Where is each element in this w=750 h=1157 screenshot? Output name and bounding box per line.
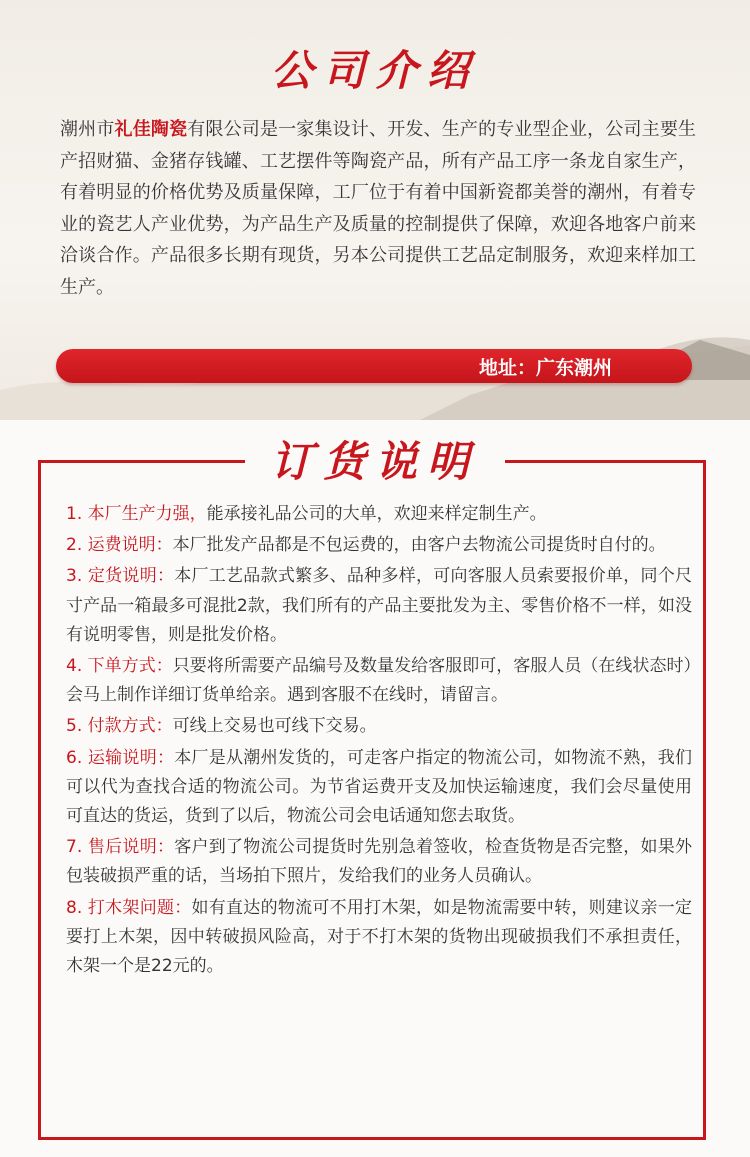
company-intro-section xyxy=(0,0,750,420)
item-label: 8. 打木架问题： xyxy=(66,897,192,918)
address-text: 地址：广东潮州 xyxy=(478,357,612,379)
address-banner xyxy=(56,349,692,383)
order-info-list xyxy=(66,500,692,983)
item-text: 客户到了物流公司提货时先别急着签收，检查货物是否完整，如果外包装破损严重的话，当场拍下照片，发给我们的业务人员确认。 xyxy=(66,837,693,887)
list-item xyxy=(66,652,692,710)
list-item xyxy=(66,833,692,891)
item-label: 4. 下单方式： xyxy=(66,656,173,677)
item-text: 本厂工艺品款式繁多、品种多样，可向客服人员索要报价单，同个尺寸产品一箱最多可混批2款，我们所有的产品主要批发为主、零售价格不一样，如没有说明零售，则是批发价格。 xyxy=(66,566,693,645)
intro-body: 有限公司是一家集设计、开发、生产的专业型企业，公司主要生产招财猫、金猪存钱罐、工艺摆件等陶瓷产品，所有产品工序一条龙自家生产，有着明显的价格优势及质量保障，工厂位于有着中国新瓷都美誉的潮州，有着专业的瓷艺人产业优势，为产品生产及质量的控制提供了保障，欢迎各地客户前来洽谈合作。产品很多长期有现货，另本公司提供工艺品定制服务，欢迎来样加工生产。 xyxy=(60,119,697,298)
item-label: 3. 定货说明： xyxy=(66,566,175,587)
item-text: 本厂批发产品都是不包运费的，由客户去物流公司提货时自付的。 xyxy=(172,535,666,556)
item-label: 6. 运输说明： xyxy=(66,747,175,768)
order-title-wrap xyxy=(0,432,750,492)
list-item xyxy=(66,894,692,982)
item-text: 可线上交易也可线下交易。 xyxy=(172,716,377,737)
item-text: 本厂是从潮州发货的，可走客户指定的物流公司，如物流不熟，我们可以代为查找合适的物流公司。为节省运费开支及加快运输速度，我们会尽量使用可直达的货运，货到了以后，物流公司会电话通知您去取货。 xyxy=(66,747,693,827)
list-item xyxy=(66,500,692,529)
item-label: 7. 售后说明： xyxy=(66,837,175,858)
list-item xyxy=(66,562,692,650)
intro-prefix: 潮州市 xyxy=(60,119,115,140)
list-item xyxy=(66,744,692,832)
item-label: 2. 运费说明： xyxy=(66,535,173,556)
order-info-title: 订货说明 xyxy=(245,432,505,492)
company-intro-text xyxy=(60,114,696,303)
brand-name: 礼佳陶瓷 xyxy=(114,119,188,140)
item-text: 如有直达的物流可不用打木架，如是物流需要中转，则建议亲一定要打上木架，因中转破损风险高，对于不打木架的货物出现破损我们不承担责任，木架一个是22元的。 xyxy=(66,897,692,977)
company-intro-title: 公司介绍 xyxy=(270,46,479,95)
item-text: 能承接礼品公司的大单，欢迎来样定制生产。 xyxy=(206,504,547,524)
item-label: 1. 本厂生产力强， xyxy=(66,504,207,524)
list-item xyxy=(66,531,692,560)
item-label: 5. 付款方式： xyxy=(66,716,173,737)
list-item xyxy=(66,712,692,741)
item-text: 只要将所需要产品编号及数量发给客服即可，客服人员（在线状态时）会马上制作详细订货单给亲。遇到客服不在线时，请留言。 xyxy=(66,656,693,706)
